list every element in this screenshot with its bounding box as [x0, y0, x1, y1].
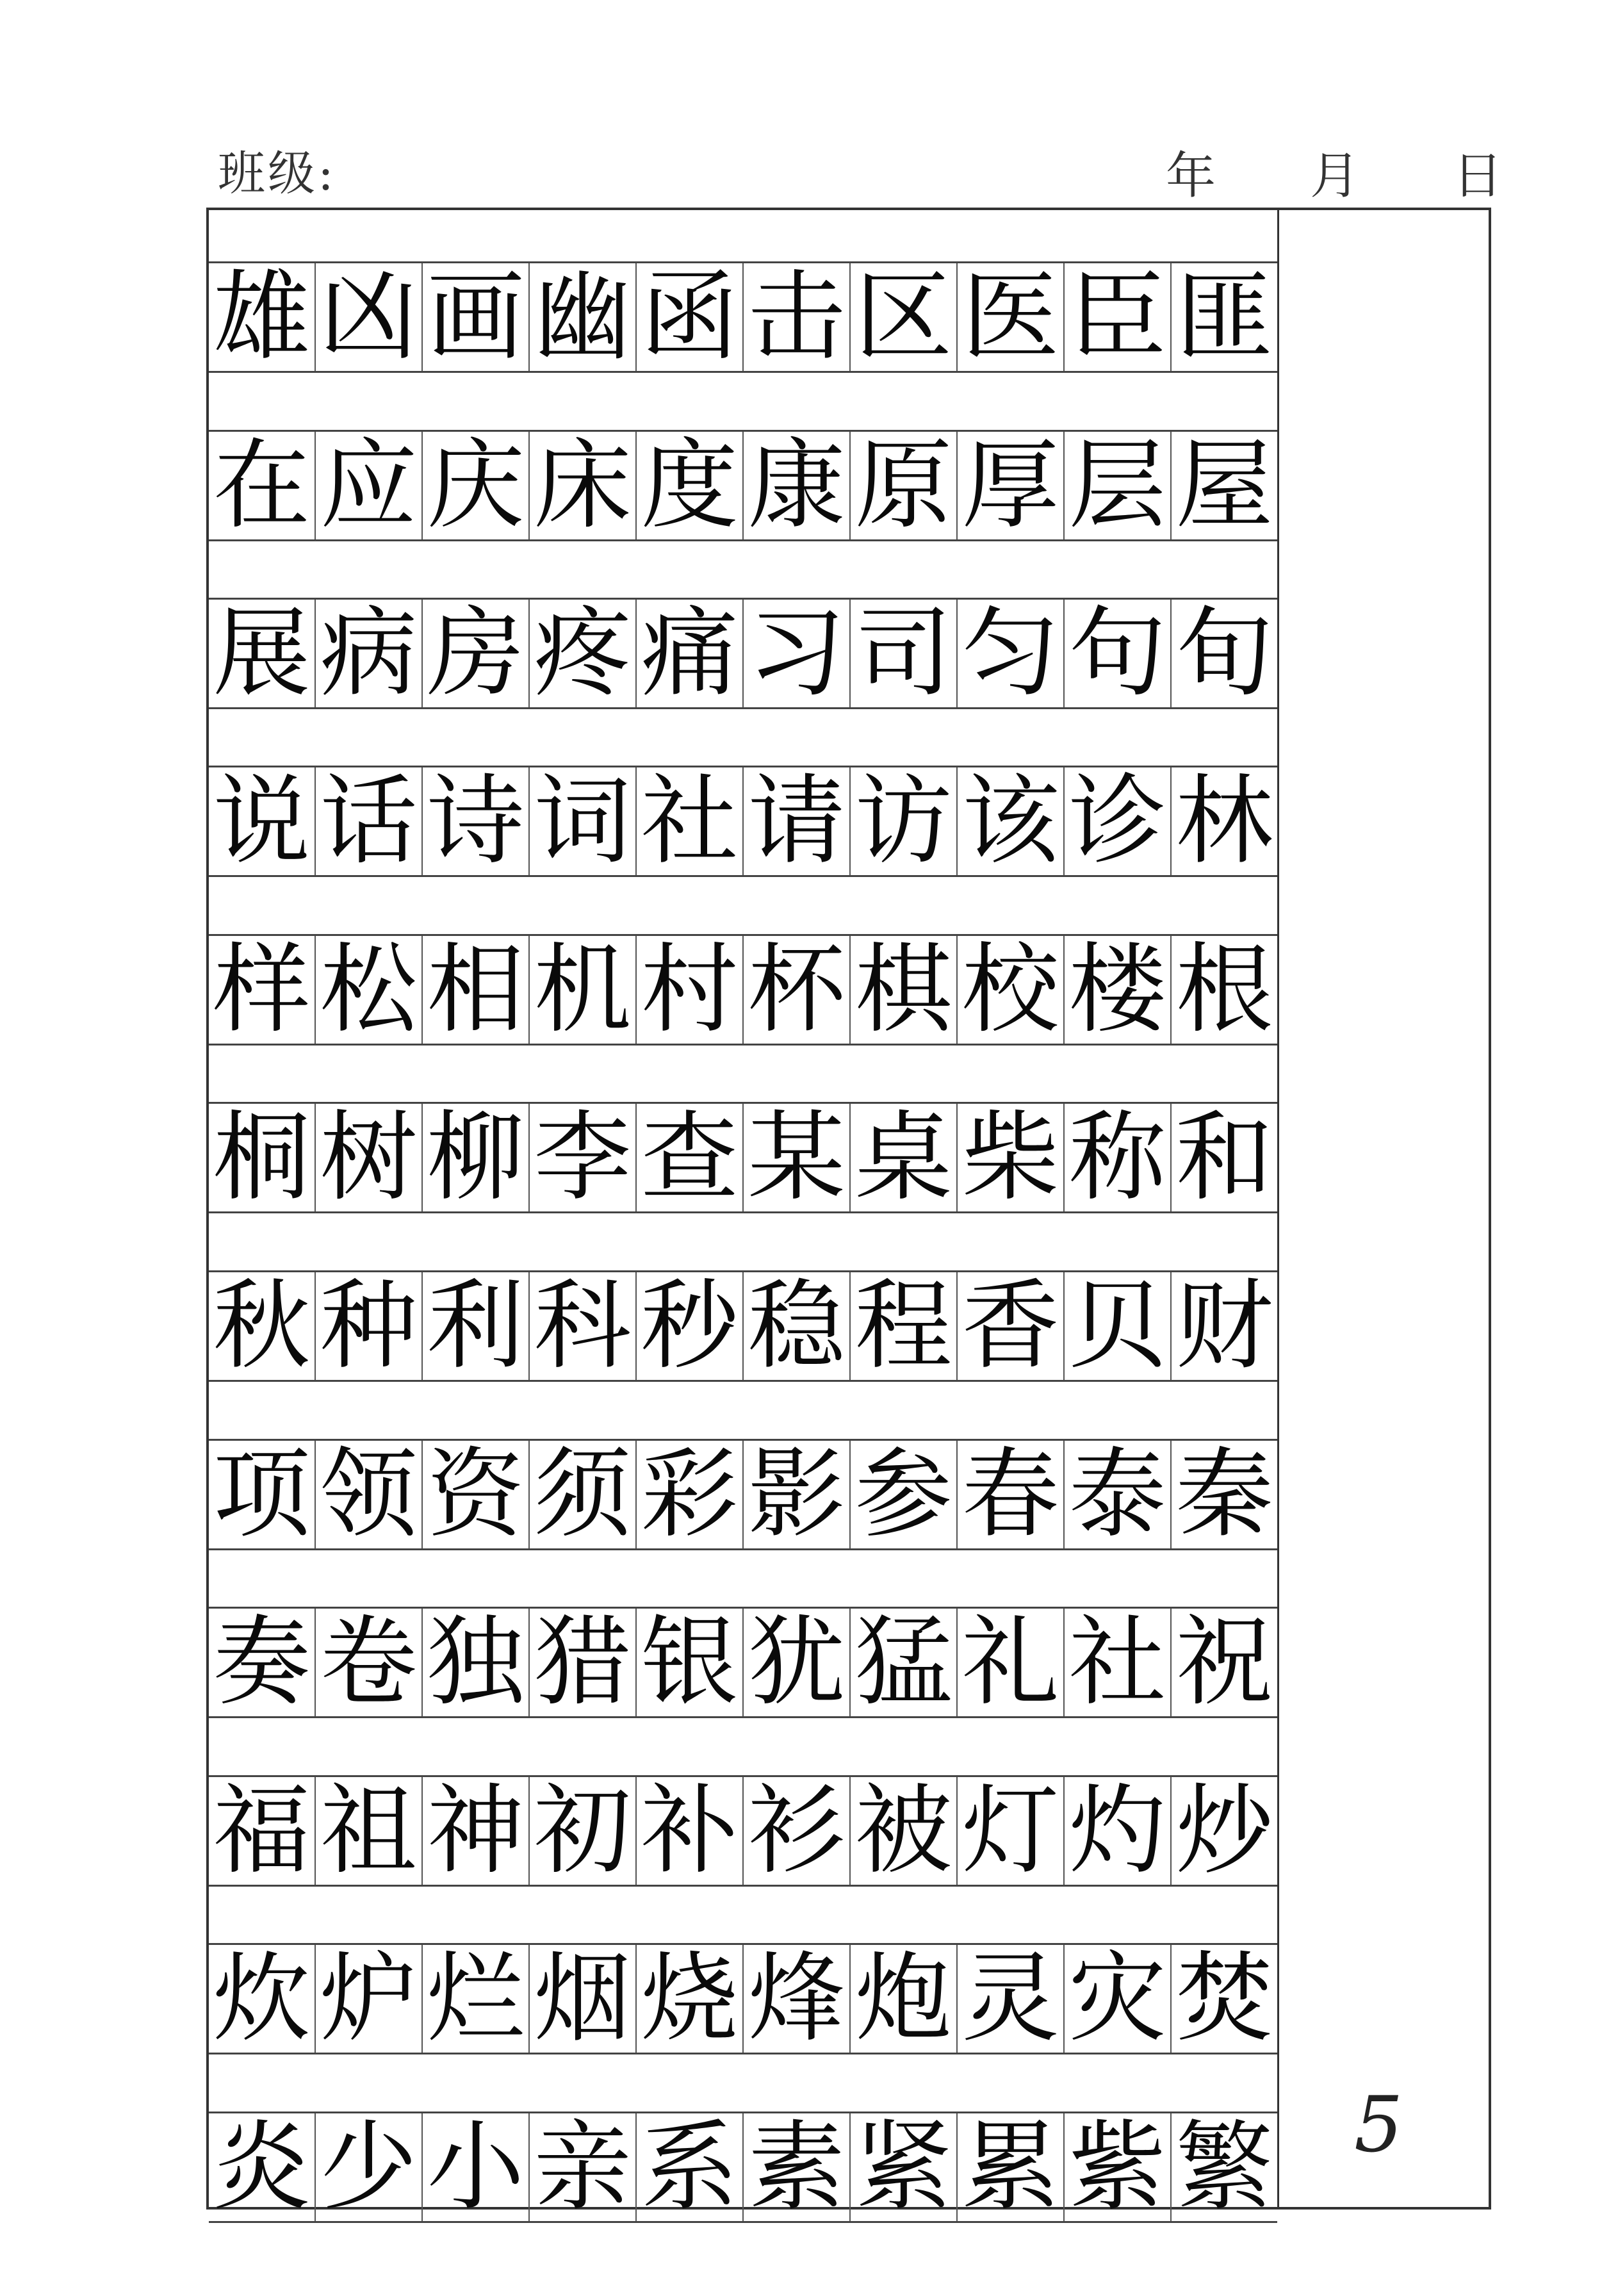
character-cell: 祖: [316, 1777, 423, 1885]
character-cell: 炎: [209, 2113, 316, 2221]
character-cell: 诗: [423, 767, 530, 875]
character-cell: 痛: [637, 600, 744, 707]
character-cell: 样: [209, 936, 316, 1044]
character-cell: 神: [423, 1777, 530, 1885]
character-cell: 杯: [744, 936, 851, 1044]
character-cell: 句: [1065, 600, 1172, 707]
character-cell: 须: [530, 1441, 637, 1548]
character-cell: 访: [851, 767, 958, 875]
character-cell: 被: [851, 1777, 958, 1885]
character-cell: 说: [209, 767, 316, 875]
character-cell: 累: [958, 2113, 1065, 2221]
character-cell: 社: [1065, 1609, 1172, 1716]
character-cell: 科: [530, 1272, 637, 1380]
character-cell: 泰: [1065, 1441, 1172, 1548]
character-cell: 福: [209, 1777, 316, 1885]
character-cell: 机: [530, 936, 637, 1044]
character-cell: 亲: [530, 2113, 637, 2221]
character-cell: 少: [316, 2113, 423, 2221]
character-cell: 疼: [530, 600, 637, 707]
character-cell: 紧: [851, 2113, 958, 2221]
character-cell: 凶: [316, 263, 423, 371]
character-cell: 猎: [530, 1609, 637, 1716]
character-cell: 展: [209, 600, 316, 707]
character-cell: 灾: [1065, 1945, 1172, 2053]
character-cell: 春: [958, 1441, 1065, 1548]
character-cell: 棋: [851, 936, 958, 1044]
grid-row: [209, 766, 1277, 877]
day-label: 日: [1453, 147, 1506, 205]
character-cell: 幽: [530, 263, 637, 371]
character-cell: 柴: [958, 1104, 1065, 1211]
character-cell: 匪: [1175, 260, 1273, 373]
character-cell: 桌: [851, 1104, 958, 1211]
character-cell: 村: [637, 936, 744, 1044]
character-cell: 礼: [958, 1609, 1065, 1716]
character-cell: 猛: [851, 1609, 958, 1716]
character-cell: 小: [423, 2113, 530, 2221]
character-cell: 灵: [958, 1945, 1065, 2053]
grid-row: [209, 1102, 1277, 1213]
character-cell: 炮: [851, 1945, 958, 2053]
character-cell: 系: [637, 2113, 744, 2221]
character-cell: 彩: [637, 1441, 744, 1548]
character-cell: 旬: [1175, 596, 1273, 710]
page-number: 5: [1354, 2081, 1403, 2170]
character-cell: 香: [958, 1272, 1065, 1380]
character-cell: 习: [744, 600, 851, 707]
character-cell: 臣: [1065, 263, 1172, 371]
grid-row: [209, 934, 1277, 1046]
character-cell: 根: [1175, 933, 1273, 1046]
class-label: 班级:: [218, 146, 336, 201]
character-cell: 烂: [423, 1945, 530, 2053]
character-cell: 树: [316, 1104, 423, 1211]
grid-row: [209, 1943, 1277, 2054]
character-cell: 某: [744, 1104, 851, 1211]
grid-row: [209, 1775, 1277, 1887]
character-cell: 应: [316, 432, 423, 539]
character-cell: 楼: [1065, 936, 1172, 1044]
character-cell: 康: [744, 432, 851, 539]
character-cell: 烧: [637, 1945, 744, 2053]
character-cell: 秦: [1175, 1438, 1273, 1551]
character-cell: 衫: [744, 1777, 851, 1885]
character-cell: 影: [744, 1441, 851, 1548]
character-cell: 屋: [1175, 429, 1273, 542]
character-cell: 请: [744, 767, 851, 875]
character-cell: 焚: [1175, 1942, 1273, 2055]
character-cell: 秋: [209, 1272, 316, 1380]
character-cell: 祝: [1175, 1605, 1273, 1719]
character-cell: 画: [423, 263, 530, 371]
grid-row: [209, 1607, 1277, 1718]
character-cell: 称: [1065, 1104, 1172, 1211]
side-column-divider: [1277, 210, 1279, 2207]
character-cell: 社: [637, 767, 744, 875]
character-cell: 初: [530, 1777, 637, 1885]
character-cell: 领: [316, 1441, 423, 1548]
character-cell: 炉: [316, 1945, 423, 2053]
character-cell: 灼: [1065, 1777, 1172, 1885]
character-cell: 独: [423, 1609, 530, 1716]
character-cell: 犹: [744, 1609, 851, 1716]
character-cell: 庆: [423, 432, 530, 539]
character-cell: 查: [637, 1104, 744, 1211]
character-cell: 卷: [316, 1609, 423, 1716]
character-cell: 层: [1065, 432, 1172, 539]
character-cell: 种: [316, 1272, 423, 1380]
character-cell: 烟: [530, 1945, 637, 2053]
character-cell: 紫: [1065, 2113, 1172, 2221]
character-cell: 桐: [209, 1104, 316, 1211]
character-cell: 区: [851, 263, 958, 371]
character-cell: 雄: [209, 263, 316, 371]
character-cell: 匀: [958, 600, 1065, 707]
grid-row: [209, 1439, 1277, 1550]
character-cell: 词: [530, 767, 637, 875]
character-cell: 程: [851, 1272, 958, 1380]
character-cell: 利: [423, 1272, 530, 1380]
character-cell: 床: [530, 432, 637, 539]
character-cell: 奏: [209, 1609, 316, 1716]
character-cell: 秒: [637, 1272, 744, 1380]
character-cell: 灯: [958, 1777, 1065, 1885]
character-cell: 松: [316, 936, 423, 1044]
practice-sheet: [206, 208, 1491, 2224]
character-cell: 柳: [423, 1104, 530, 1211]
grid-row: [209, 2112, 1277, 2223]
character-cell: 贝: [1065, 1272, 1172, 1380]
character-cell: 房: [423, 600, 530, 707]
character-cell: 和: [1175, 1101, 1273, 1214]
character-cell: 度: [637, 432, 744, 539]
character-cell: 项: [209, 1441, 316, 1548]
character-cell: 李: [530, 1104, 637, 1211]
character-cell: 银: [637, 1609, 744, 1716]
grid-row: [209, 430, 1277, 541]
character-cell: 厚: [958, 432, 1065, 539]
character-cell: 参: [851, 1441, 958, 1548]
character-cell: 病: [316, 600, 423, 707]
character-cell: 校: [958, 936, 1065, 1044]
character-cell: 林: [1175, 764, 1273, 878]
character-cell: 击: [744, 263, 851, 371]
month-label: 月: [1310, 147, 1363, 205]
character-cell: 话: [316, 767, 423, 875]
character-cell: 补: [637, 1777, 744, 1885]
character-cell: 资: [423, 1441, 530, 1548]
character-cell: 炊: [209, 1945, 316, 2053]
character-cell: 财: [1175, 1269, 1273, 1382]
grid-row: [209, 261, 1277, 373]
character-cell: 原: [851, 432, 958, 539]
character-cell: 该: [958, 767, 1065, 875]
character-cell: 司: [851, 600, 958, 707]
character-cell: 素: [744, 2113, 851, 2221]
character-cell: 繁: [1175, 2110, 1273, 2224]
character-cell: 烽: [744, 1945, 851, 2053]
character-cell: 炒: [1175, 1774, 1273, 1887]
character-cell: 稳: [744, 1272, 851, 1380]
character-cell: 医: [958, 263, 1065, 371]
character-cell: 在: [209, 432, 316, 539]
character-cell: 相: [423, 936, 530, 1044]
year-label: 年: [1166, 147, 1219, 205]
character-cell: 函: [637, 263, 744, 371]
character-cell: 诊: [1065, 767, 1172, 875]
grid-row: [209, 1270, 1277, 1382]
grid-row: [209, 598, 1277, 709]
